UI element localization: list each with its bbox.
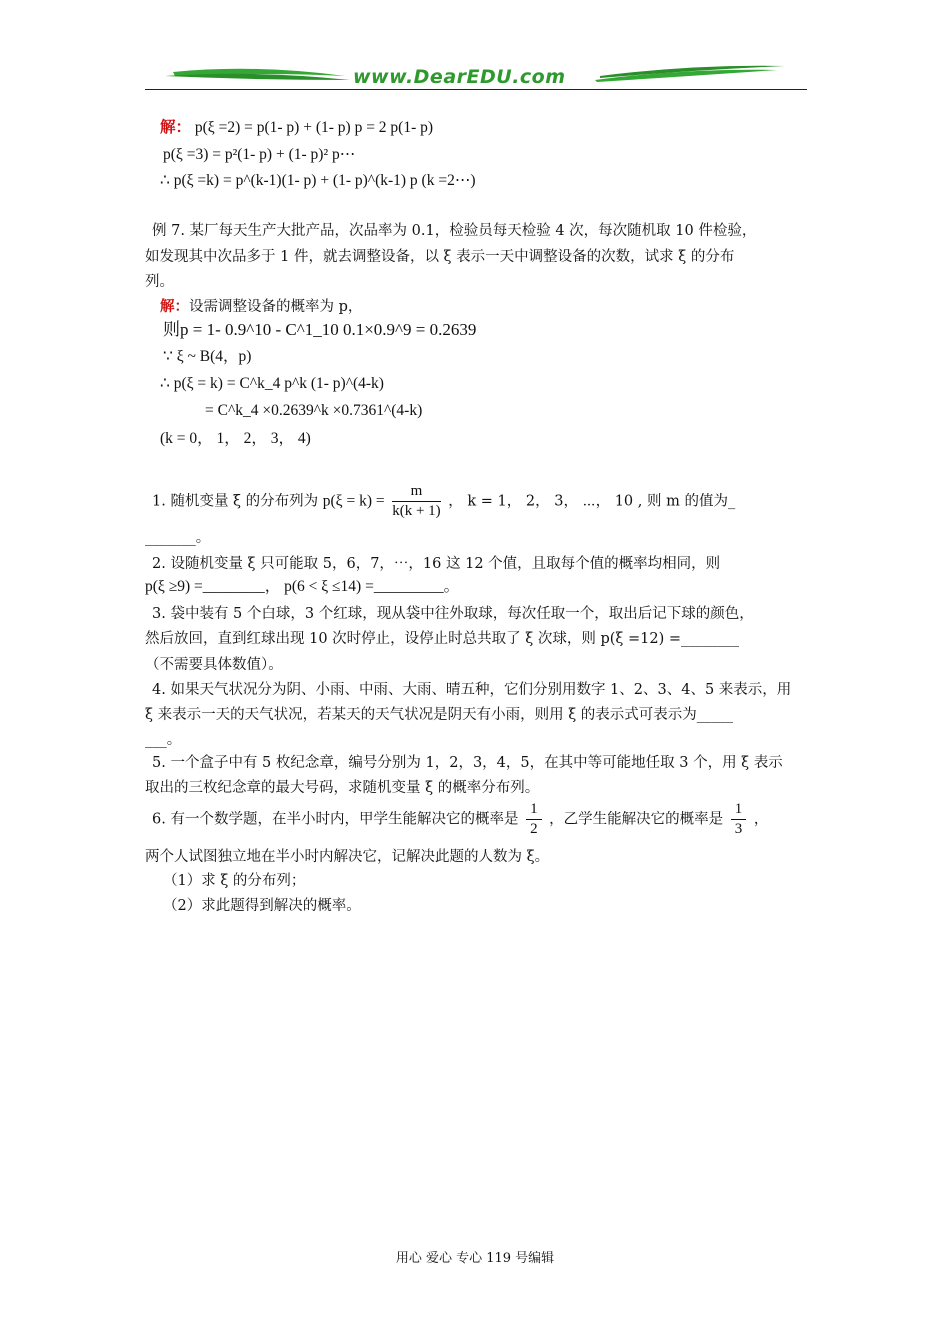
exercise-6-text-a: 6. 有一个数学题，在半小时内，甲学生能解决它的概率是 xyxy=(152,811,519,828)
example7-solution-intro xyxy=(160,296,822,318)
example7-solution-text: 设需调整设备的概率为 p， xyxy=(189,299,363,315)
exercise-4-line2: ξ 来表示一天的天气状况，若某天的天气状况是阴天有小雨，则用 ξ 的表示式可表示为_____ xyxy=(145,707,734,723)
exercise-6-line2: 两个人试图独立地在半小时内解决它，记解决此题的人数为 ξ。 xyxy=(145,849,550,865)
exercise-6-line1 xyxy=(152,800,814,838)
exercise-6-text-b: ，乙学生能解决它的概率是 xyxy=(549,811,724,828)
exercise-1-line2: _______。 xyxy=(145,530,211,546)
solution-label: 解： xyxy=(160,119,192,136)
prev-eq-1: p(ξ =2) = p(1- p) + (1- p) p = 2 p(1- p) xyxy=(194,119,434,136)
fraction-denominator: 2 xyxy=(530,821,538,837)
fraction-numerator: 1 xyxy=(731,800,747,820)
exercise-1-formula-left: p(ξ = k) = xyxy=(322,492,385,510)
example7-eq-4: = C^k_4 ×0.2639^k ×0.7361^(4-k) xyxy=(205,402,423,419)
prev-eq-3: ∴ p(ξ =k) = p^(k-1)(1- p) + (1- p)^(k-1) p (k =2⋯) xyxy=(160,172,476,189)
prev-eq-2: p(ξ =3) = p²(1- p) + (1- p)² p⋯ xyxy=(163,146,356,163)
exercise-6-fraction-2 xyxy=(731,800,747,839)
exercise-2-line2: p(ξ ≥9) =________， p(6 < ξ ≤14) =_________。 xyxy=(145,578,460,595)
example7-solution-label: 解： xyxy=(160,298,189,315)
exercise-6-fraction-1 xyxy=(526,800,542,839)
fraction-numerator: 1 xyxy=(526,800,542,820)
exercise-1-tail: ， k = 1， 2， 3， ⋯， 10 , 则 m 的值为_ xyxy=(448,493,736,510)
exercise-3-line2: 然后放回，直到红球出现 10 次时停止，设停止时总共取了 ξ 次球，则 p(ξ =12) =________ xyxy=(145,631,740,647)
header-divider xyxy=(145,89,807,90)
exercise-3-line3: （不需要具体数值）。 xyxy=(145,657,283,673)
exercise-6-part-1: （1）求 ξ 的分布列； xyxy=(163,873,306,889)
example7-text-2: 如发现其中次品多于 1 件，就去调整设备，以 ξ 表示一天中调整设备的次数，试求 ξ 的分布 xyxy=(145,249,735,265)
exercise-4-line1: 4. 如果天气状况分为阴、小雨、中雨、大雨、晴五种，它们分别用数字 1、2、3、4、5 来表示，用 xyxy=(152,682,792,698)
exercise-2-line1: 2. 设随机变量 ξ 只可能取 5，6，7，⋯，16 这 12 个值，且取每个值的概率均相同，则 xyxy=(152,556,721,572)
exercise-5-line2: 取出的三枚纪念章的最大号码，求随机变量 ξ 的概率分布列。 xyxy=(145,780,540,796)
page-footer: 用心 爱心 专心 119 号编辑 xyxy=(395,1251,555,1266)
exercise-3-line1: 3. 袋中装有 5 个白球，3 个红球，现从袋中往外取球，每次任取一个，取出后记下球的颜色， xyxy=(152,606,754,622)
exercise-6-part-2: （2）求此题得到解决的概率。 xyxy=(163,898,361,914)
exercise-1-text: 1. 随机变量 ξ 的分布列为 xyxy=(152,493,319,510)
exercise-5-line1: 5. 一个盒子中有 5 枚纪念章，编号分别为 1，2，3，4，5，在其中等可能地任取 3 个，用 ξ 表示 xyxy=(152,755,783,771)
exercise-1-line1 xyxy=(152,482,814,520)
fraction-denominator: 3 xyxy=(734,821,743,837)
exercise-4-line3: ___。 xyxy=(145,732,182,748)
header-banner xyxy=(145,62,807,92)
exercise-1-fraction xyxy=(392,482,440,521)
example7-text-3: 列。 xyxy=(145,274,174,290)
example7-eq-2: ∵ ξ ~ B(4，p) xyxy=(163,348,252,365)
prev-solution-line1 xyxy=(160,117,822,139)
site-logo-text: www.DearEDU.com xyxy=(353,66,566,88)
example7-text-1: 例 7. 某厂每天生产大批产品，次品率为 0.1，检验员每天检验 4 次，每次随机取 10 件检验， xyxy=(152,223,757,239)
exercise-6-text-c: ， xyxy=(753,811,769,828)
example7-eq-1: 则p = 1- 0.9^10 - C^1_10 0.1×0.9^9 = 0.2639 xyxy=(163,320,477,339)
example7-eq-5: (k = 0， 1， 2， 3， 4) xyxy=(160,430,311,447)
fraction-denominator: k(k + 1) xyxy=(392,503,441,519)
example7-eq-3: ∴ p(ξ = k) = C^k_4 p^k (1- p)^(4-k) xyxy=(160,375,384,392)
fraction-numerator: m xyxy=(392,482,440,502)
